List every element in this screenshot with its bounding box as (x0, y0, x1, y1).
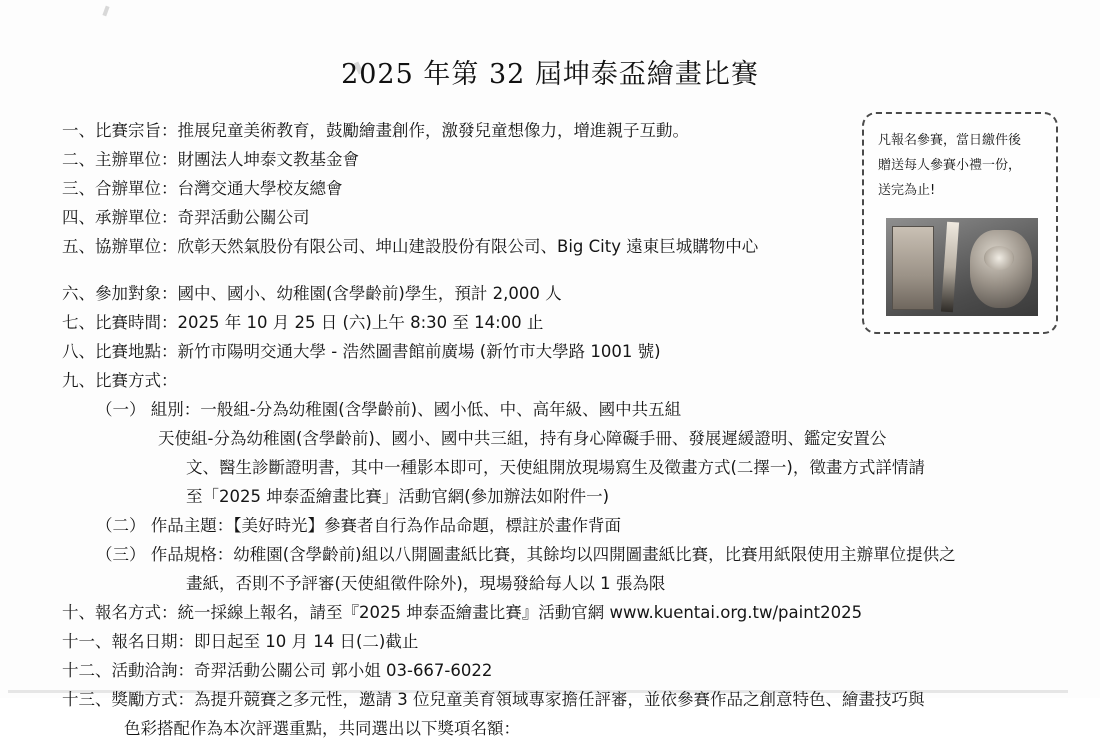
body-line: （二） 作品主題：【美好時光】參賽者自行為作品命題，標註於畫作背面 (96, 516, 621, 535)
body-line: 十一、報名日期：即日起至 10 月 14 日(二)截止 (62, 632, 419, 651)
body-line: 文、醫生診斷證明書，其中一種影本即可，天使組開放現場寫生及徵畫方式(二擇一)，徵畫方式詳情請 (186, 458, 925, 477)
body-line: 九、比賽方式： (62, 371, 178, 390)
body-line: 十二、活動洽詢：奇羿活動公關公司 郭小姐 03-667-6022 (62, 661, 493, 680)
sloth-illustration (970, 230, 1032, 308)
body-line: 五、協辦單位：欣彰天然氣股份有限公司、坤山建設股份有限公司、Big City 遠東巨城購物中心 (62, 237, 759, 256)
paintbrush-icon (941, 222, 959, 313)
body-line: （三） 作品規格：幼稚園(含學齡前)組以八開圖畫紙比賽，其餘均以四開圖畫紙比賽，比賽用紙限使用主辦單位提供之 (96, 545, 956, 564)
body-line: （一） 組別：一般組-分為幼稚園(含學齡前)、國小低、中、高年級、國中共五組 (96, 400, 682, 419)
body-line: 三、合辦單位：台灣交通大學校友總會 (62, 179, 343, 198)
promo-line: 凡報名參賽，當日繳件後 (878, 133, 1022, 148)
promo-line: 送完為止! (878, 183, 936, 198)
body-line: 八、比賽地點：新竹市陽明交通大學 - 浩然圖書館前廣場 (新竹市大學路 1001 號) (62, 342, 661, 361)
body-line: 一、比賽宗旨：推展兒童美術教育，鼓勵繪畫創作，激發兒童想像力，增進親子互動。 (62, 121, 689, 140)
promo-gift-image (886, 218, 1038, 316)
body-line: 至「2025 坤泰盃繪畫比賽」活動官網(參加辦法如附件一) (186, 487, 610, 506)
promo-line: 贈送每人參賽小禮一份， (878, 158, 1022, 173)
body-line: 六、參加對象：國中、國小、幼稚園(含學齡前)學生，預計 2,000 人 (62, 284, 562, 303)
body-line: 色彩搭配作為本次評選重點，共同選出以下獎項名額： (124, 719, 520, 738)
body-line: 十三、獎勵方式：為提升競賽之多元性，邀請 3 位兒童美育領域專家擔任評審，並依參賽作品之創意特色、繪畫技巧與 (62, 690, 925, 709)
page-title: 2025 年第 32 屆坤泰盃繪畫比賽 (341, 59, 759, 90)
body-line: 畫紙，否則不予評審(天使組徵件除外)，現場發給每人以 1 張為限 (186, 574, 666, 593)
body-line: 二、主辦單位：財團法人坤泰文教基金會 (62, 150, 359, 169)
body-line: 四、承辦單位：奇羿活動公關公司 (62, 208, 310, 227)
body-line: 七、比賽時間：2025 年 10 月 25 日 (六)上午 8:30 至 14:00 止 (62, 313, 544, 332)
scan-artifact (102, 6, 109, 17)
promo-gift-box (862, 112, 1058, 334)
body-line: 天使組-分為幼稚園(含學齡前)、國小、國中共三組，持有身心障礙手冊、發展遲緩證明、鑑定安置公 (158, 429, 887, 448)
body-line: 十、報名方式：統一採線上報名，請至『2025 坤泰盃繪畫比賽』活動官網 www.kuentai.org.tw/paint2025 (62, 603, 863, 622)
poster-shape (892, 226, 934, 310)
